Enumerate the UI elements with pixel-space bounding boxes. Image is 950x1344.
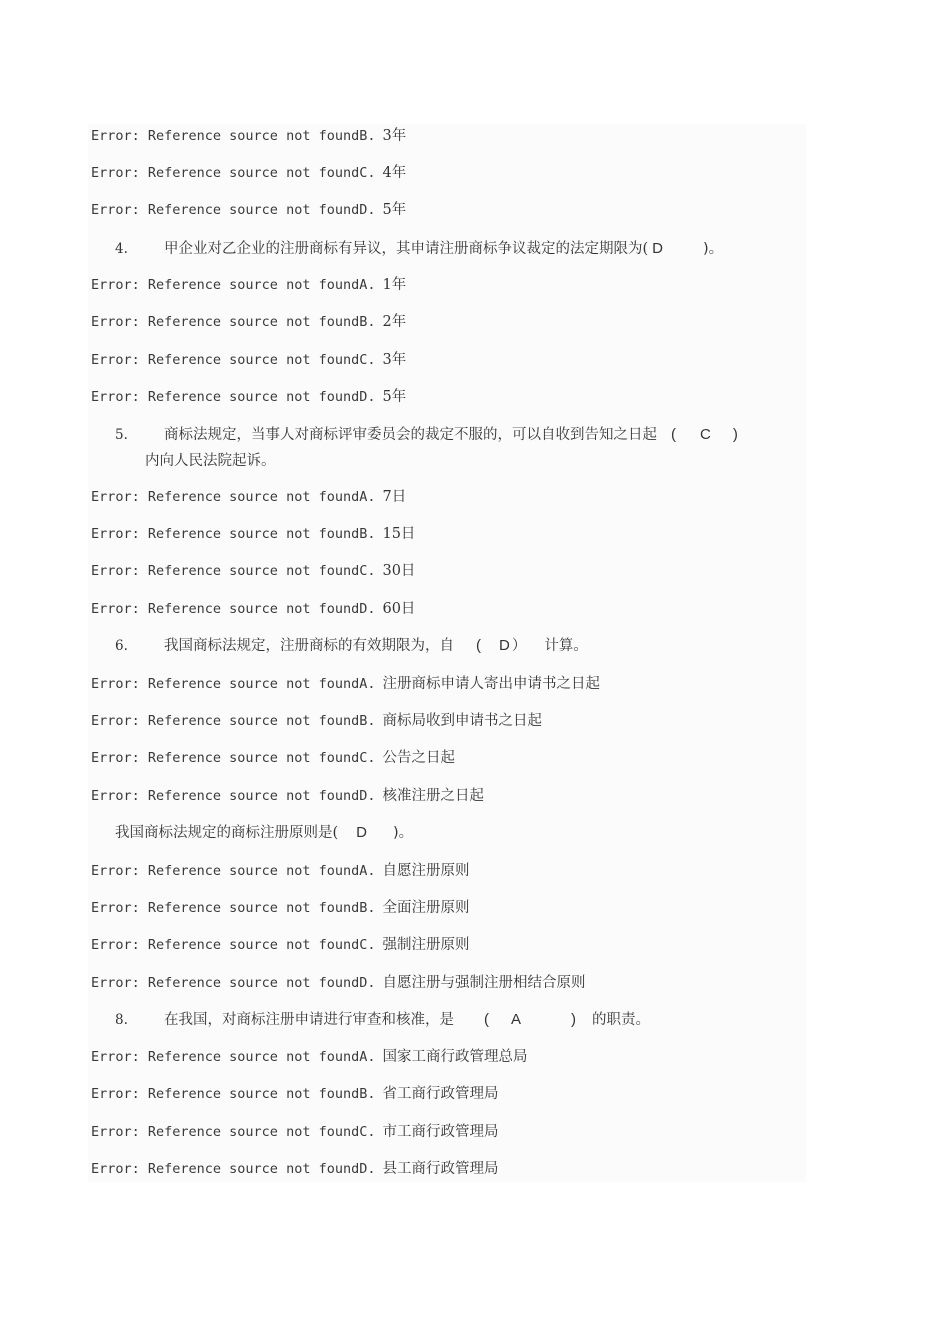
error-prefix: Error: Reference source not found bbox=[91, 1086, 360, 1102]
error-prefix: Error: Reference source not found bbox=[91, 900, 360, 916]
option-text: 5年 bbox=[382, 202, 407, 218]
option-letter: C. bbox=[359, 563, 376, 579]
option-line bbox=[91, 675, 600, 693]
option-line bbox=[91, 1048, 527, 1066]
option-letter: B. bbox=[359, 128, 376, 144]
question-4-text: 甲企业对乙企业的注册商标有异议，其申请注册商标争议裁定的法定期限为( D )。 bbox=[164, 240, 724, 257]
error-prefix: Error: Reference source not found bbox=[91, 128, 360, 144]
option-letter: A. bbox=[359, 1049, 376, 1065]
option-line bbox=[91, 351, 406, 369]
option-letter: B. bbox=[359, 713, 376, 729]
question-6-text: 我国商标法规定，注册商标的有效期限为，自 ( D ） 计算。 bbox=[164, 637, 588, 654]
option-text: 1年 bbox=[382, 277, 407, 293]
option-letter: D. bbox=[359, 389, 376, 405]
question-5-text: 商标法规定，当事人对商标评审委员会的裁定不服的，可以自收到告知之日起 ( C ) bbox=[164, 426, 738, 443]
option-line bbox=[91, 562, 415, 580]
error-prefix: Error: Reference source not found bbox=[91, 975, 360, 991]
option-line bbox=[91, 974, 585, 992]
answer: D bbox=[652, 240, 663, 257]
option-line bbox=[91, 164, 406, 182]
error-prefix: Error: Reference source not found bbox=[91, 1161, 360, 1177]
option-letter: D. bbox=[359, 975, 376, 991]
option-text: 自愿注册原则 bbox=[382, 863, 470, 879]
error-prefix: Error: Reference source not found bbox=[91, 165, 360, 181]
option-text: 15日 bbox=[382, 526, 416, 542]
option-text: 省工商行政管理局 bbox=[382, 1086, 499, 1102]
error-prefix: Error: Reference source not found bbox=[91, 526, 360, 542]
question-7-text: 我国商标法规定的商标注册原则是( D )。 bbox=[115, 824, 414, 841]
option-letter: A. bbox=[359, 277, 376, 293]
error-prefix: Error: Reference source not found bbox=[91, 277, 360, 293]
option-line bbox=[91, 899, 469, 917]
option-text: 7日 bbox=[382, 489, 407, 505]
option-letter: D. bbox=[359, 1161, 376, 1177]
option-text: 3年 bbox=[382, 352, 407, 368]
error-prefix: Error: Reference source not found bbox=[91, 601, 360, 617]
option-letter: C. bbox=[359, 352, 376, 368]
error-prefix: Error: Reference source not found bbox=[91, 713, 360, 729]
option-letter: B. bbox=[359, 1086, 376, 1102]
option-text: 市工商行政管理局 bbox=[382, 1124, 499, 1140]
error-prefix: Error: Reference source not found bbox=[91, 563, 360, 579]
option-line bbox=[91, 201, 406, 219]
error-prefix: Error: Reference source not found bbox=[91, 788, 360, 804]
option-line bbox=[91, 525, 415, 543]
option-text: 自愿注册与强制注册相结合原则 bbox=[382, 975, 586, 991]
question-number: 5. bbox=[115, 427, 128, 443]
answer: D bbox=[356, 824, 367, 841]
option-line bbox=[91, 276, 406, 294]
error-prefix: Error: Reference source not found bbox=[91, 389, 360, 405]
option-text: 30日 bbox=[382, 563, 416, 579]
error-prefix: Error: Reference source not found bbox=[91, 314, 360, 330]
error-prefix: Error: Reference source not found bbox=[91, 202, 360, 218]
error-prefix: Error: Reference source not found bbox=[91, 352, 360, 368]
answer: D bbox=[499, 637, 510, 654]
option-text: 国家工商行政管理总局 bbox=[382, 1049, 528, 1065]
option-text: 核准注册之日起 bbox=[382, 788, 484, 804]
option-line bbox=[91, 1123, 498, 1141]
option-letter: C. bbox=[359, 937, 376, 953]
question-number: 4. bbox=[115, 241, 128, 257]
error-prefix: Error: Reference source not found bbox=[91, 750, 360, 766]
option-text: 商标局收到申请书之日起 bbox=[382, 713, 542, 729]
question-5-continued: 内向人民法院起诉。 bbox=[145, 453, 276, 469]
option-letter: D. bbox=[359, 601, 376, 617]
option-letter: D. bbox=[359, 202, 376, 218]
option-line bbox=[91, 313, 406, 331]
error-prefix: Error: Reference source not found bbox=[91, 863, 360, 879]
option-text: 县工商行政管理局 bbox=[382, 1161, 499, 1177]
option-letter: D. bbox=[359, 788, 376, 804]
option-text: 公告之日起 bbox=[382, 750, 455, 766]
option-line bbox=[91, 787, 484, 805]
option-text: 3年 bbox=[382, 128, 407, 144]
error-prefix: Error: Reference source not found bbox=[91, 937, 360, 953]
option-letter: C. bbox=[359, 750, 376, 766]
answer: A bbox=[511, 1011, 522, 1028]
error-prefix: Error: Reference source not found bbox=[91, 1124, 360, 1140]
option-text: 5年 bbox=[382, 389, 407, 405]
option-letter: A. bbox=[359, 676, 376, 692]
option-line bbox=[91, 862, 469, 880]
option-line bbox=[91, 488, 406, 506]
question-8-text: 在我国，对商标注册申请进行审查和核准，是 ( A ) 的职责。 bbox=[164, 1011, 651, 1028]
option-letter: B. bbox=[359, 900, 376, 916]
option-letter: B. bbox=[359, 314, 376, 330]
option-letter: C. bbox=[359, 1124, 376, 1140]
answer: C bbox=[700, 426, 711, 443]
option-line bbox=[91, 936, 469, 954]
error-prefix: Error: Reference source not found bbox=[91, 1049, 360, 1065]
option-line bbox=[91, 712, 542, 730]
option-letter: C. bbox=[359, 165, 376, 181]
option-text: 全面注册原则 bbox=[382, 900, 470, 916]
option-text: 60日 bbox=[382, 601, 416, 617]
question-number: 6. bbox=[115, 638, 128, 654]
option-line bbox=[91, 749, 455, 767]
option-line bbox=[91, 600, 415, 618]
question-number: 8. bbox=[115, 1012, 128, 1028]
option-letter: A. bbox=[359, 489, 376, 505]
option-text: 4年 bbox=[382, 165, 407, 181]
option-line bbox=[91, 1160, 498, 1178]
option-text: 强制注册原则 bbox=[382, 937, 470, 953]
error-prefix: Error: Reference source not found bbox=[91, 489, 360, 505]
option-line bbox=[91, 127, 406, 145]
option-text: 2年 bbox=[382, 314, 407, 330]
option-letter: B. bbox=[359, 526, 376, 542]
option-letter: A. bbox=[359, 863, 376, 879]
option-text: 注册商标申请人寄出申请书之日起 bbox=[382, 676, 600, 692]
error-prefix: Error: Reference source not found bbox=[91, 676, 360, 692]
option-line bbox=[91, 1085, 498, 1103]
option-line bbox=[91, 388, 406, 406]
